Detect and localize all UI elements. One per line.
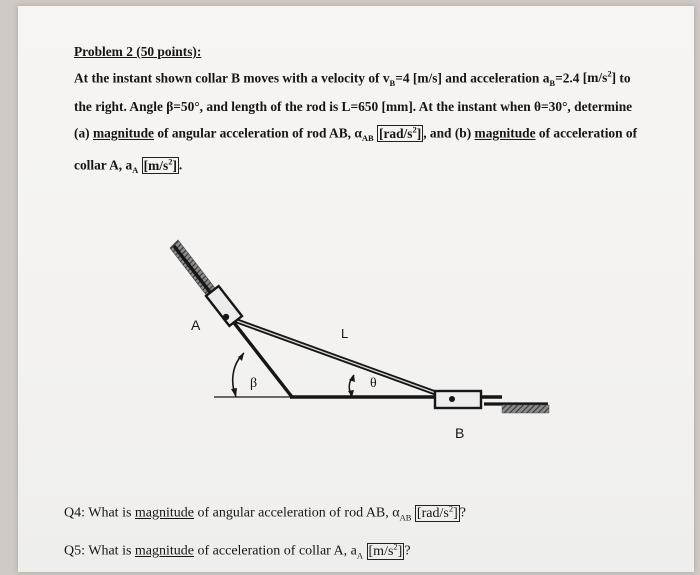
theta-angle-marker — [348, 375, 355, 397]
beta-angle-marker — [231, 353, 244, 397]
superscript: 2 — [607, 69, 612, 79]
text-run: the right. Angle β=50°, and length of the rod is L=650 — [74, 99, 382, 115]
subscript: AB — [361, 133, 374, 144]
text-run: ? — [459, 505, 466, 521]
underlined-word: magnitude — [134, 505, 195, 521]
label-beta: β — [250, 376, 258, 391]
superscript: 2 — [412, 124, 417, 135]
subscript: B — [549, 78, 556, 89]
text-run: . — [178, 157, 183, 173]
unit-text: ] — [453, 505, 458, 521]
question-4 — [64, 494, 664, 532]
unit-text: ] — [172, 157, 177, 173]
unit-text: [rad/s — [416, 505, 449, 521]
subscript: A — [356, 550, 364, 561]
unit-text: [m/s — [582, 70, 608, 86]
text-run — [363, 544, 367, 559]
problem-title: Problem 2 (50 points): — [74, 44, 202, 59]
text-run: and acceleration a — [441, 70, 550, 86]
unit-text: ] — [397, 544, 403, 560]
questions-block — [64, 494, 664, 571]
text-run: , and (b) — [423, 125, 475, 141]
underlined-word: magnitude — [92, 125, 154, 141]
ground-hatch — [502, 405, 549, 413]
collar-B — [435, 391, 481, 408]
unit-angular-accel — [415, 505, 460, 522]
superscript: 2 — [448, 503, 454, 513]
underlined-word: magnitude — [134, 544, 195, 560]
unit-velocity: [m/s] — [412, 70, 442, 86]
unit-text: [m/s — [368, 544, 394, 560]
unit-text: [rad/s — [378, 125, 413, 141]
collar-A — [206, 286, 242, 326]
text-run: collar A, a — [74, 157, 133, 173]
superscript: 2 — [168, 156, 173, 167]
unit-acceleration-boxed — [367, 543, 405, 560]
text-run: At the instant shown collar B moves with a velocity of v — [74, 70, 390, 86]
text-run: Q4: What is — [64, 505, 135, 521]
text-run: of acceleration of — [535, 125, 638, 141]
subscript: AB — [399, 512, 412, 523]
text-run: . At the instant when θ=30°, determine — [412, 99, 633, 115]
question-5 — [64, 532, 664, 570]
unit-text: [m/s — [143, 157, 169, 173]
label-B: B — [455, 425, 465, 441]
label-theta: θ — [370, 376, 377, 391]
text-run: Q5: What is — [64, 544, 135, 560]
text-run: of acceleration of collar A, a — [194, 544, 357, 560]
text-run: ? — [404, 544, 411, 560]
subscript: B — [389, 78, 396, 89]
underlined-word: magnitude — [474, 125, 536, 141]
text-run: (a) — [74, 125, 93, 141]
text-run: to — [616, 70, 631, 86]
unit-text: ] — [611, 70, 617, 86]
superscript: 2 — [393, 541, 398, 552]
unit-length: [mm] — [381, 99, 413, 115]
label-A: A — [191, 317, 201, 333]
text-run: =2.4 — [555, 70, 583, 86]
unit-text: ] — [416, 125, 422, 141]
text-run: of angular acceleration of rod AB, α — [153, 125, 362, 141]
text-run: of angular acceleration of rod AB, α — [194, 505, 400, 521]
subscript: A — [132, 165, 139, 176]
label-L: L — [341, 326, 349, 341]
text-run: =4 — [395, 70, 413, 86]
